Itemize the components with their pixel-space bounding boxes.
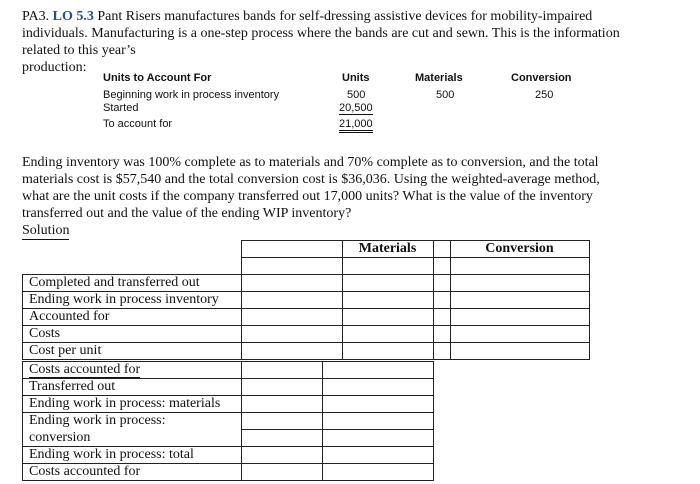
- data-row-label: Beginning work in process inventory: [103, 89, 280, 101]
- table-cell[interactable]: [323, 447, 434, 464]
- table-row: [23, 379, 434, 396]
- table-cell[interactable]: [433, 309, 450, 326]
- table-cell: [23, 258, 242, 275]
- data-row-label: Started: [103, 102, 139, 114]
- data-row-materials: 500: [436, 89, 455, 101]
- data-header-conversion: Conversion: [511, 72, 572, 84]
- problem-text-1: Pant Risers manufactures bands for self-dressing assistive devices for mobility-impaired: [97, 9, 593, 24]
- header-materials: Materials: [342, 241, 433, 258]
- table-row: [23, 292, 590, 309]
- row-label: Costs accounted for: [23, 362, 242, 379]
- table-cell[interactable]: [241, 275, 342, 292]
- table-cell[interactable]: [342, 326, 433, 343]
- table-cell[interactable]: [242, 396, 323, 413]
- table-cell[interactable]: [342, 292, 433, 309]
- problem-line-2: individuals. Manufacturing is a one-step process where the bands are cut and sewn. This is the information: [22, 26, 620, 41]
- table-cell[interactable]: [242, 413, 323, 430]
- problem-line-4: production:: [22, 60, 87, 75]
- table-cell[interactable]: [342, 309, 433, 326]
- table-cell[interactable]: [323, 396, 434, 413]
- table-cell[interactable]: [450, 309, 589, 326]
- table-row: [23, 258, 590, 275]
- data-header-label: Units to Account For: [103, 72, 212, 84]
- table-cell[interactable]: [342, 275, 433, 292]
- table-row: [23, 464, 434, 481]
- question-line-4: transferred out and the value of the ending WIP inventory?: [22, 206, 352, 221]
- table-cell[interactable]: [242, 430, 323, 447]
- row-label: Ending work in process: total: [23, 447, 242, 464]
- table-cell[interactable]: [450, 275, 589, 292]
- table-row: [23, 309, 590, 326]
- row-label: Cost per unit: [23, 343, 242, 360]
- question-line-1: Ending inventory was 100% complete as to materials and 70% complete as to conversion, and the total: [22, 155, 599, 170]
- table-cell[interactable]: [450, 258, 589, 275]
- table-cell[interactable]: [242, 464, 323, 481]
- row-label: Transferred out: [23, 379, 242, 396]
- table-cell[interactable]: [323, 413, 434, 430]
- production-data-table: [93, 63, 587, 147]
- data-header-materials: Materials: [415, 72, 463, 84]
- table-cell[interactable]: [242, 379, 323, 396]
- table-cell[interactable]: [450, 326, 589, 343]
- data-header-units: Units: [342, 72, 370, 84]
- data-row-units: 20,500: [339, 102, 373, 114]
- table-row: [23, 362, 434, 379]
- table-cell[interactable]: [242, 447, 323, 464]
- learning-objective-link[interactable]: LO 5.3: [52, 9, 94, 24]
- data-row-label: To account for: [103, 118, 173, 130]
- table-cell[interactable]: [242, 362, 323, 379]
- table-row: [23, 430, 434, 447]
- question-line-2: materials cost is $57,540 and the total conversion cost is $36,036. Using the weighted-average method,: [22, 172, 600, 187]
- table-cell[interactable]: [433, 326, 450, 343]
- problem-line-1: [22, 8, 694, 25]
- row-label: Costs: [23, 326, 242, 343]
- table-cell[interactable]: [241, 258, 342, 275]
- row-label: Costs accounted for: [23, 464, 242, 481]
- table-cell: [23, 241, 242, 258]
- row-label: Ending work in process: materials: [23, 396, 242, 413]
- table-cell[interactable]: [433, 292, 450, 309]
- table-cell[interactable]: [241, 241, 342, 258]
- table-cell[interactable]: [342, 343, 433, 360]
- row-label: Accounted for: [23, 309, 242, 326]
- row-label: Completed and transferred out: [23, 275, 242, 292]
- table-row: [23, 343, 590, 360]
- table-cell[interactable]: [433, 275, 450, 292]
- table-row: [23, 275, 590, 292]
- table-cell[interactable]: [241, 292, 342, 309]
- table-cell[interactable]: [241, 343, 342, 360]
- table-cell[interactable]: [241, 309, 342, 326]
- table-cell[interactable]: [433, 258, 450, 275]
- table-cell[interactable]: [323, 464, 434, 481]
- problem-line-3: related to this year’s: [22, 43, 136, 58]
- table-row: [23, 396, 434, 413]
- table-cell[interactable]: [433, 343, 450, 360]
- table-row: [23, 413, 434, 430]
- table-row: [23, 241, 590, 258]
- row-label: Ending work in process:: [23, 413, 242, 430]
- table-cell[interactable]: [323, 379, 434, 396]
- question-line-3: what are the unit costs if the company transferred out 17,000 units? What is the value of the inventory: [22, 189, 593, 204]
- table-cell[interactable]: [323, 362, 434, 379]
- table-cell[interactable]: [433, 241, 450, 258]
- table-cell[interactable]: [450, 343, 589, 360]
- table-cell[interactable]: [323, 430, 434, 447]
- header-conversion: Conversion: [450, 241, 589, 258]
- solution-label: Solution: [22, 223, 70, 238]
- row-label: Ending work in process inventory: [23, 292, 242, 309]
- table-row: [23, 326, 590, 343]
- table-cell[interactable]: [342, 258, 433, 275]
- costs-accounted-table: [22, 361, 434, 481]
- data-row-units: 21,000: [339, 118, 373, 133]
- table-row: [23, 447, 434, 464]
- unit-cost-table: [22, 240, 590, 360]
- data-row-units: 500: [347, 89, 366, 101]
- data-row-conversion: 250: [535, 89, 554, 101]
- row-label: conversion: [23, 430, 242, 447]
- table-cell[interactable]: [241, 326, 342, 343]
- problem-id: PA3.: [22, 9, 50, 24]
- table-cell[interactable]: [450, 292, 589, 309]
